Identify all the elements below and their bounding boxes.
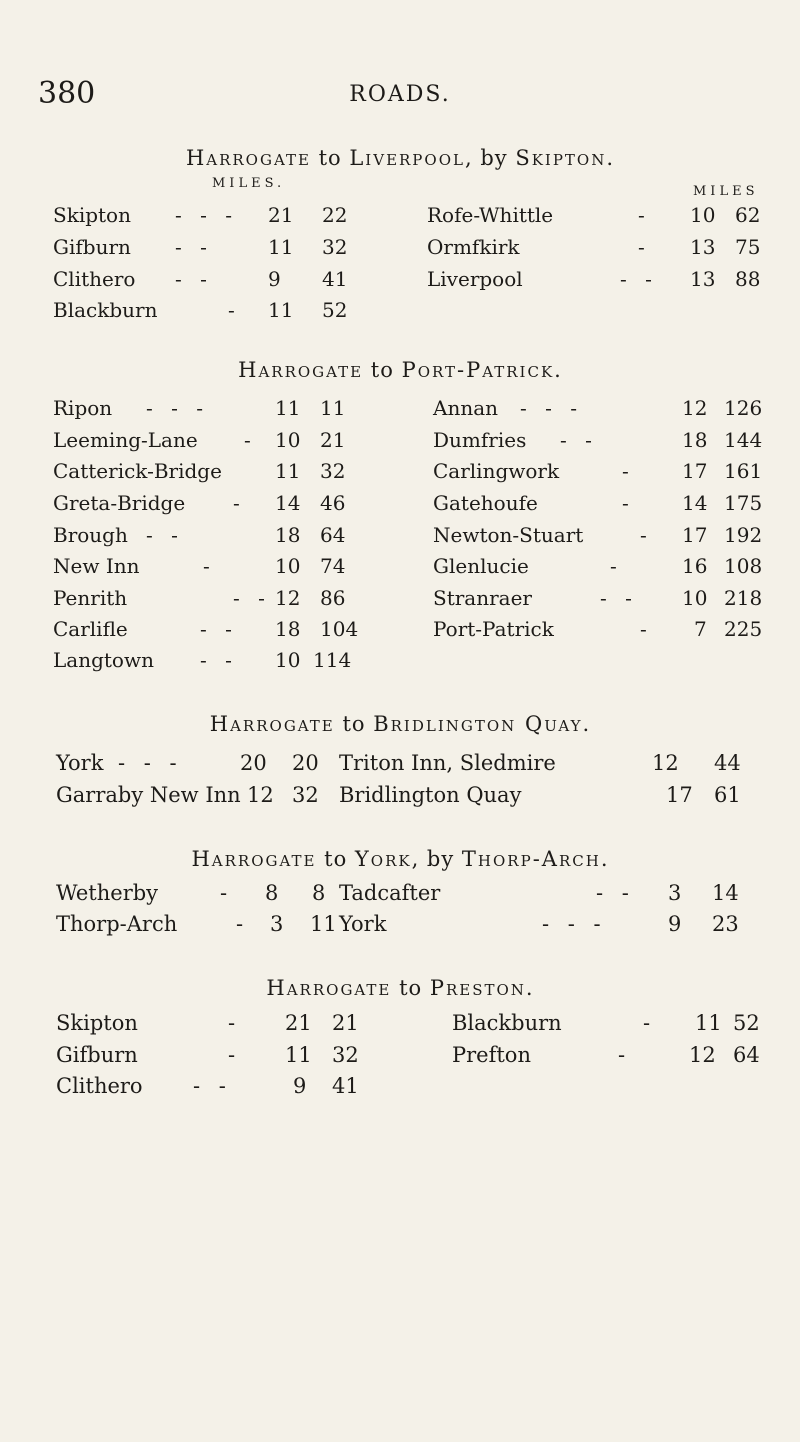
title-part: . <box>600 847 609 871</box>
leader-dashes: - - - <box>118 751 183 775</box>
route-row <box>0 648 800 678</box>
title-part: . <box>582 712 591 736</box>
stage-miles: 17 <box>682 523 708 547</box>
place-name: Rofe-Whittle <box>427 203 554 227</box>
stage-miles: 9 <box>668 912 682 936</box>
place-name: Bridlington Quay <box>339 783 522 807</box>
place-name: Brough <box>53 523 128 547</box>
route-row <box>0 751 800 781</box>
leader-dashes: - <box>640 617 653 641</box>
section-title-york <box>0 847 800 871</box>
total-miles: 32 <box>332 1043 359 1067</box>
stage-miles: 11 <box>275 459 301 483</box>
place-name: Liverpool <box>427 267 523 291</box>
title-part: Thorp-Arch <box>461 847 601 871</box>
leader-dashes: - - <box>233 586 271 610</box>
place-name: York <box>56 751 104 775</box>
route-row <box>0 491 800 521</box>
stage-miles: 10 <box>275 428 301 452</box>
route-row <box>0 428 800 458</box>
total-miles: 23 <box>712 912 739 936</box>
route-row <box>0 1074 800 1104</box>
stage-miles: 16 <box>682 554 708 578</box>
place-name: Blackburn <box>452 1011 562 1035</box>
total-miles: 104 <box>320 617 359 641</box>
total-miles: 144 <box>724 428 763 452</box>
total-miles: 64 <box>320 523 346 547</box>
place-name: Catterick-Bridge <box>53 459 222 483</box>
page-number: 380 <box>38 76 96 111</box>
total-miles: 20 <box>292 751 319 775</box>
stage-miles: 18 <box>682 428 708 452</box>
total-miles: 32 <box>292 783 319 807</box>
title-part: to <box>363 358 402 382</box>
place-name: Port-Patrick <box>433 617 554 641</box>
stage-miles: 10 <box>690 203 716 227</box>
miles-column-header: MILES. <box>212 176 286 191</box>
route-row <box>0 1043 800 1073</box>
stage-miles: 20 <box>240 751 267 775</box>
place-name: Gatehoufe <box>433 491 538 515</box>
stage-miles: 10 <box>275 648 301 672</box>
stage-miles: 10 <box>275 554 301 578</box>
route-row <box>0 298 800 328</box>
title-part: , by <box>411 847 462 871</box>
route-row <box>0 459 800 489</box>
route-row <box>0 881 800 911</box>
leader-dashes: - <box>233 491 246 515</box>
leader-dashes: - - <box>200 648 238 672</box>
total-miles: 64 <box>733 1043 760 1067</box>
place-name: Leeming-Lane <box>53 428 198 452</box>
leader-dashes: - <box>203 554 216 578</box>
stage-miles: 9 <box>293 1074 307 1098</box>
leader-dashes: - <box>228 1011 242 1035</box>
leader-dashes: - <box>643 1011 657 1035</box>
stage-miles: 12 <box>247 783 274 807</box>
route-row <box>0 523 800 553</box>
total-miles: 192 <box>724 523 763 547</box>
place-name: Gifburn <box>56 1043 138 1067</box>
place-name: York <box>339 912 387 936</box>
title-part: Harrogate <box>238 358 364 382</box>
route-row <box>0 203 800 233</box>
leader-dashes: - - <box>175 235 213 259</box>
leader-dashes: - - - <box>520 396 583 420</box>
leader-dashes: - <box>638 235 651 259</box>
stage-miles: 17 <box>666 783 693 807</box>
title-part: . <box>606 146 615 170</box>
place-name: Ormfkirk <box>427 235 520 259</box>
stage-miles: 3 <box>270 912 284 936</box>
total-miles: 52 <box>322 298 348 322</box>
leader-dashes: - - <box>146 523 184 547</box>
title-part: to <box>310 146 350 170</box>
total-miles: 126 <box>724 396 763 420</box>
route-row <box>0 912 800 942</box>
total-miles: 11 <box>320 396 346 420</box>
leader-dashes: - <box>244 428 257 452</box>
stage-miles: 14 <box>682 491 708 515</box>
route-row <box>0 235 800 265</box>
total-miles: 225 <box>724 617 763 641</box>
total-miles: 44 <box>714 751 741 775</box>
route-row <box>0 267 800 297</box>
leader-dashes: - - <box>620 267 658 291</box>
leader-dashes: - <box>622 459 635 483</box>
title-part: Skipton <box>515 146 607 170</box>
title-part: Preston <box>429 976 526 1000</box>
stage-miles: 11 <box>275 396 301 420</box>
total-miles: 46 <box>320 491 346 515</box>
stage-miles: 8 <box>265 881 279 905</box>
place-name: Dumfries <box>433 428 527 452</box>
place-name: Garraby New Inn <box>56 783 241 807</box>
title-part: . <box>554 358 562 382</box>
title-part: Harrogate <box>185 146 311 170</box>
total-miles: 8 <box>312 881 326 905</box>
title-part: Bridlington Quay <box>373 712 583 736</box>
total-miles: 21 <box>332 1011 359 1035</box>
total-miles: 11 <box>310 912 337 936</box>
place-name: Stranraer <box>433 586 532 610</box>
total-miles: 88 <box>735 267 761 291</box>
title-part: to <box>334 712 374 736</box>
total-miles: 14 <box>712 881 739 905</box>
place-name: Annan <box>433 396 499 420</box>
title-part: Liverpool <box>349 146 465 170</box>
leader-dashes: - <box>228 1043 242 1067</box>
stage-miles: 21 <box>268 203 294 227</box>
total-miles: 21 <box>320 428 346 452</box>
section-title-bridlington <box>0 712 800 736</box>
leader-dashes: - <box>640 523 653 547</box>
total-miles: 41 <box>332 1074 359 1098</box>
stage-miles: 14 <box>275 491 301 515</box>
section-title-port-patrick <box>0 358 800 382</box>
place-name: New Inn <box>53 554 140 578</box>
stage-miles: 3 <box>668 881 682 905</box>
route-row <box>0 617 800 647</box>
title-part: to <box>316 847 355 871</box>
leader-dashes: - - - <box>175 203 238 227</box>
title-part: York <box>354 847 412 871</box>
route-row <box>0 396 800 426</box>
leader-dashes: - - <box>596 881 635 905</box>
stage-miles: 17 <box>682 459 708 483</box>
stage-miles: 11 <box>268 298 294 322</box>
leader-dashes: - - <box>175 267 213 291</box>
stage-miles: 7 <box>694 617 707 641</box>
place-name: Clithero <box>56 1074 143 1098</box>
title-part: Harrogate <box>266 976 392 1000</box>
stage-miles: 11 <box>695 1011 722 1035</box>
section-title-preston <box>0 976 800 1000</box>
title-part: Port-Patrick <box>401 358 555 382</box>
total-miles: 161 <box>724 459 763 483</box>
place-name: Ripon <box>53 396 113 420</box>
total-miles: 41 <box>322 267 348 291</box>
place-name: Prefton <box>452 1043 531 1067</box>
total-miles: 75 <box>735 235 761 259</box>
leader-dashes: - <box>638 203 651 227</box>
stage-miles: 13 <box>690 235 716 259</box>
leader-dashes: - - <box>560 428 598 452</box>
total-miles: 218 <box>724 586 763 610</box>
stage-miles: 9 <box>268 267 281 291</box>
leader-dashes: - <box>618 1043 632 1067</box>
place-name: Newton-Stuart <box>433 523 584 547</box>
place-name: Tadcafter <box>339 881 441 905</box>
section-title-liverpool <box>0 146 800 170</box>
total-miles: 114 <box>313 648 352 672</box>
stage-miles: 11 <box>285 1043 312 1067</box>
total-miles: 52 <box>733 1011 760 1035</box>
leader-dashes: - - <box>600 586 638 610</box>
route-row <box>0 1011 800 1041</box>
leader-dashes: - - - <box>146 396 209 420</box>
miles-column-header: MILES <box>693 184 759 199</box>
title-part: . <box>525 976 534 1000</box>
stage-miles: 18 <box>275 617 301 641</box>
place-name: Wetherby <box>56 881 159 905</box>
title-part: to <box>391 976 430 1000</box>
stage-miles: 13 <box>690 267 716 291</box>
route-row <box>0 783 800 813</box>
leader-dashes: - - <box>200 617 238 641</box>
place-name: Clithero <box>53 267 136 291</box>
leader-dashes: - <box>228 298 241 322</box>
total-miles: 74 <box>320 554 346 578</box>
route-row <box>0 554 800 584</box>
place-name: Blackburn <box>53 298 158 322</box>
title-part: Harrogate <box>191 847 317 871</box>
stage-miles: 12 <box>275 586 301 610</box>
total-miles: 62 <box>735 203 761 227</box>
place-name: Gifburn <box>53 235 131 259</box>
total-miles: 108 <box>724 554 763 578</box>
running-head: ROADS. <box>349 82 451 107</box>
stage-miles: 21 <box>285 1011 312 1035</box>
total-miles: 175 <box>724 491 763 515</box>
leader-dashes: - <box>236 912 250 936</box>
total-miles: 32 <box>322 235 348 259</box>
stage-miles: 11 <box>268 235 294 259</box>
stage-miles: 12 <box>682 396 708 420</box>
place-name: Triton Inn, Sledmire <box>339 751 556 775</box>
total-miles: 61 <box>714 783 741 807</box>
stage-miles: 18 <box>275 523 301 547</box>
place-name: Carlingwork <box>433 459 560 483</box>
place-name: Carlifle <box>53 617 128 641</box>
total-miles: 22 <box>322 203 348 227</box>
place-name: Penrith <box>53 586 128 610</box>
leader-dashes: - <box>220 881 234 905</box>
place-name: Glenlucie <box>433 554 529 578</box>
leader-dashes: - <box>622 491 635 515</box>
leader-dashes: - - - <box>542 912 607 936</box>
place-name: Skipton <box>53 203 131 227</box>
leader-dashes: - - <box>193 1074 232 1098</box>
total-miles: 32 <box>320 459 346 483</box>
leader-dashes: - <box>610 554 623 578</box>
title-part: , by <box>464 146 516 170</box>
place-name: Langtown <box>53 648 154 672</box>
route-row <box>0 586 800 616</box>
place-name: Greta-Bridge <box>53 491 186 515</box>
title-part: Harrogate <box>209 712 335 736</box>
place-name: Skipton <box>56 1011 138 1035</box>
stage-miles: 12 <box>689 1043 716 1067</box>
place-name: Thorp-Arch <box>56 912 178 936</box>
stage-miles: 12 <box>652 751 679 775</box>
total-miles: 86 <box>320 586 346 610</box>
stage-miles: 10 <box>682 586 708 610</box>
